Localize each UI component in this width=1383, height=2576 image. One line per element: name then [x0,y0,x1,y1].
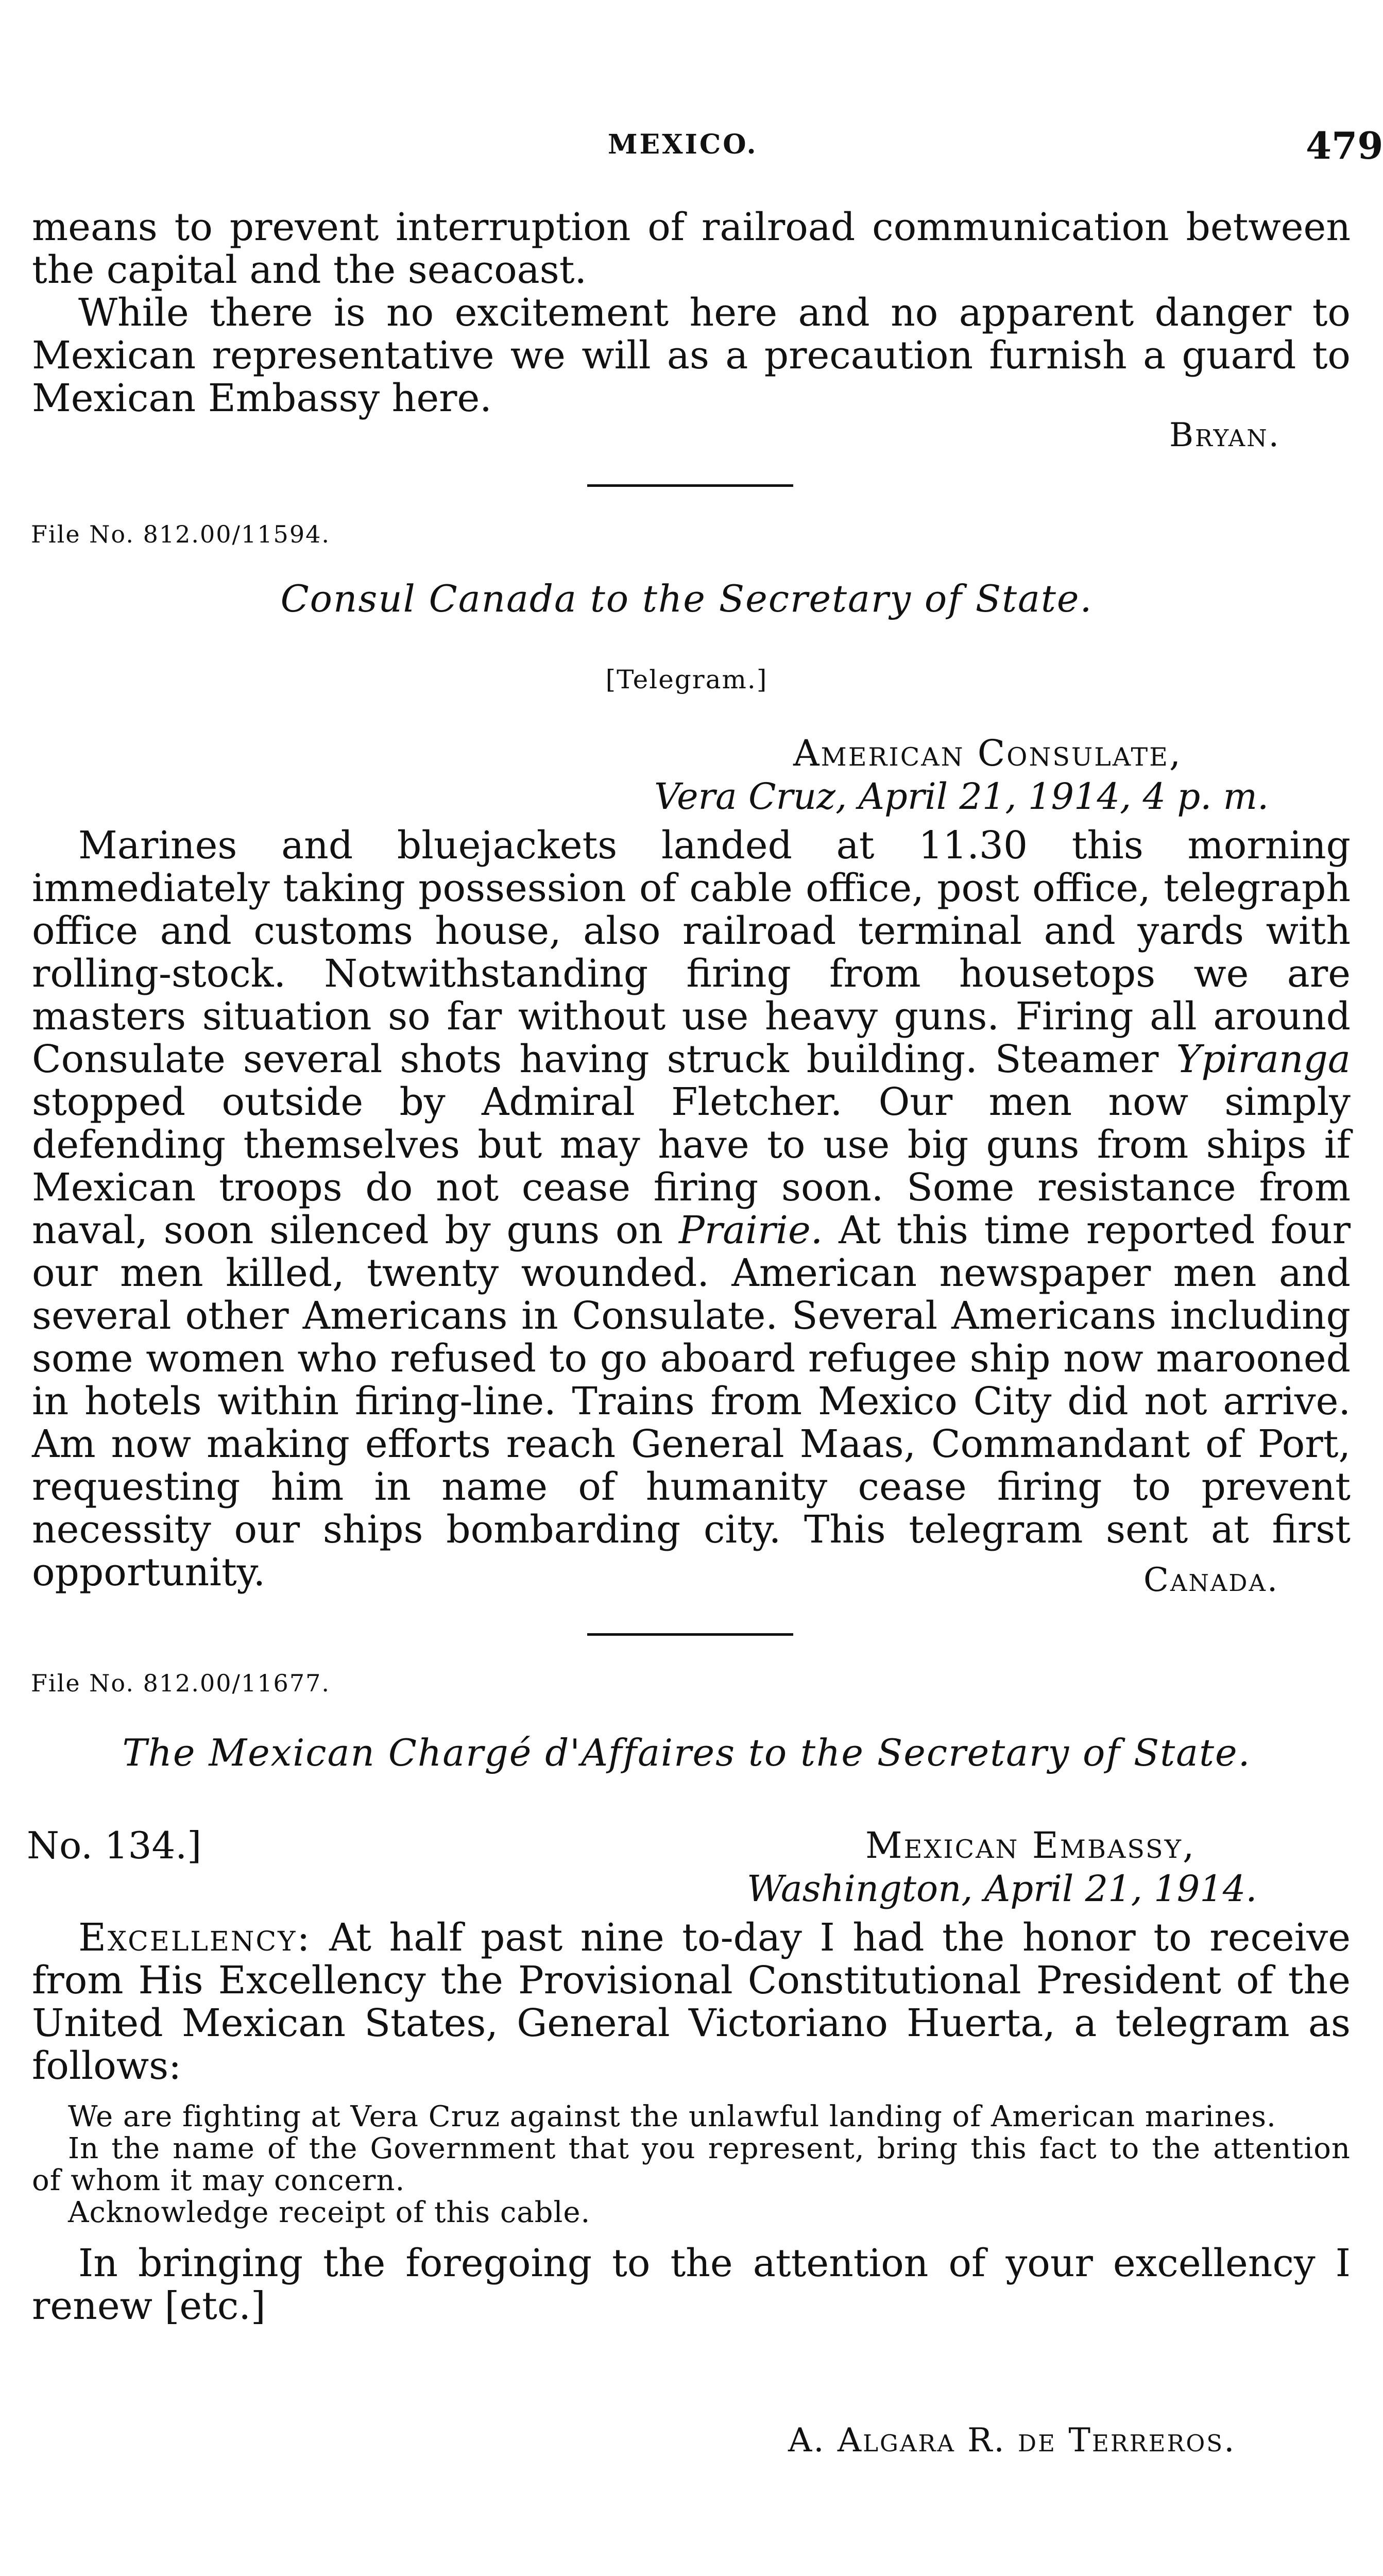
canada-text-2: stopped outside by Admiral Fletcher. Our men now simply defending themselves but may have to use big guns from ships if Mexican troops do not cease firing soon. Some resistance from naval, soon silenced by guns on [32,1080,1351,1252]
page-number: 479 [1306,124,1383,167]
file-number: File No. 812.00/11594. [31,520,330,548]
mexican-note-body [32,1917,1351,2328]
section-divider [587,1633,793,1636]
dateline-date: Washington, April 21, 1914. [747,1868,1257,1910]
quoted-telegram-line-3: Acknowledge receipt of this cable. [68,2196,591,2229]
quoted-telegram-line-1: We are fighting at Vera Cruz against the unlawful landing of American marines. [68,2100,1276,2133]
section-divider [587,484,793,487]
note-body-text: At half past nine to-day I had the honor to receive from His Excellency the Provisional Constitutional President of the United Mexican States, General Victoriano Huerta, a telegram as follows: [32,1916,1351,2088]
canada-signature: Canada. [1143,1561,1279,1599]
ship-name-ypiranga: Ypiranga [1176,1037,1351,1081]
salutation: Excellency: [78,1916,312,1960]
closing-paragraph: In bringing the foregoing to the attention of your excellency I renew [etc.] [32,2241,1351,2328]
canada-text-3: At this time reported four our men killed, twenty wounded. American newspaper men and several other Americans in Consulate. Several Americans including some women who refused to go aboard refugee ship now marooned in hotels within firing-line. Trains from Mexico City did not arrive. Am now making efforts reach General Maas, Commandant of Port, requesting him in name of humanity cease firing to prevent necessity our ships bombarding city. This telegram sent at first opportunity. [32,1208,1351,1595]
dateline-block [654,732,1269,818]
document-title: The Mexican Chargé d'Affaires to the Secretary of State. [122,1731,1251,1774]
bryan-telegram-body [32,206,1351,420]
canada-text-1: Marines and bluejackets landed at 11.30 this morning immediately taking possession of cable office, post office, telegraph office and customs house, also railroad terminal and yards with rolling-stock. Notwithstanding firing from housetops we are masters situation so far without use heavy guns. Firing all around Consulate several shots having struck building. Steamer [32,823,1351,1081]
note-signature: A. Algara R. de Terreros. [788,2421,1236,2460]
note-number: No. 134.] [27,1824,202,1867]
dateline-block [747,1824,1257,1910]
document-title: Consul Canada to the Secretary of State. [280,577,1093,620]
bryan-paragraph-2: While there is no excitement here and no apparent danger to Mexican representative we will as a precaution furnish a guard to Mexican Embassy here. [32,291,1351,420]
running-header [0,124,1383,170]
canada-paragraph [32,824,1351,1594]
bryan-paragraph-1: means to prevent interruption of railroad communication between the capital and the seacoast. [32,205,1351,292]
canada-telegram-body [32,824,1351,1594]
dateline-place: American Consulate, [793,732,1183,774]
bryan-signature: Bryan. [1169,416,1280,454]
note-paragraph [32,1917,1351,2088]
dateline-date: Vera Cruz, April 21, 1914, 4 p. m. [654,775,1269,818]
file-number: File No. 812.00/11677. [31,1669,330,1697]
dateline-place: Mexican Embassy, [865,1824,1196,1867]
quoted-telegram-line-2: In the name of the Government that you represent, bring this fact to the attention of whom it may concern. [32,2132,1351,2197]
ship-name-prairie: Prairie. [678,1208,823,1252]
telegram-label: [Telegram.] [605,665,768,694]
running-title: MEXICO. [608,129,758,160]
